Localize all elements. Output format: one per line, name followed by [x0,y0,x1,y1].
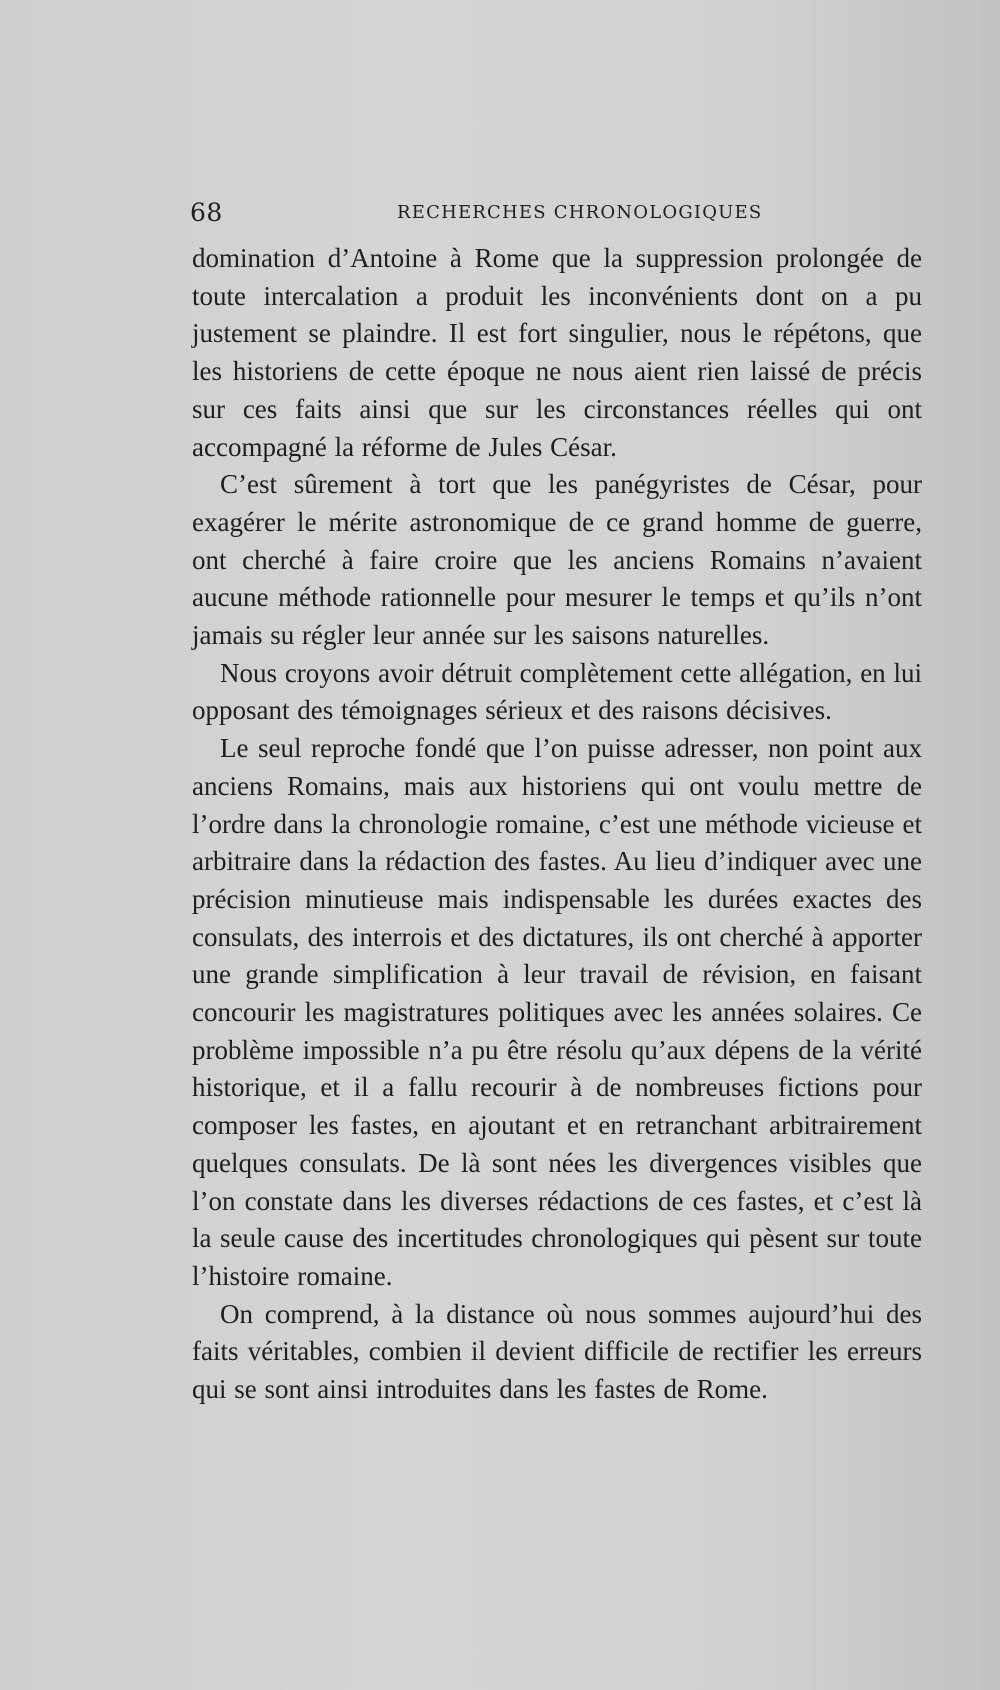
running-title: RECHERCHES CHRONOLOGIQUES [397,202,763,223]
paragraph: Le seul reproche fondé que l’on puisse adresser, non point aux anciens Romains, mais aux historiens qui ont voulu mettre de l’ordre dans la chronologie romaine, c’est une méthode vicieuse et arbitraire dans la rédaction des fastes. Au lieu d’indiquer avec une précision minutieuse mais indispensable les durées exactes des consulats, des interrois et des dictatures, ils ont cherché à apporter une grande simplification à leur travail de révision, en faisant concourir les magistratures politiques avec les années solaires. Ce problème impossible n’a pu être résolu qu’aux dépens de la vérité historique, et il a fallu recourir à de nombreuses fictions pour composer les fastes, en ajoutant et en retranchant arbitrairement quelques consulats. De là sont nées les divergences visibles que l’on constate dans les diverses rédactions de ces fastes, et c’est là la seule cause des incertitudes chronologiques qui pèsent sur toute l’histoire romaine. [192,733,922,1291]
paragraph-continuation: domination d’Antoine à Rome que la suppression prolongée de toute intercalation a produit les inconvénients dont on a pu justement se plaindre. Il est fort singulier, nous le répétons, que les historiens de cette époque ne nous aient rien laissé de précis sur ces faits ainsi que sur les circonstances réelles qui ont accompagné la réforme de Jules César. [192,243,922,462]
paragraph: On comprend, à la distance où nous sommes aujourd’hui des faits véritables, combien il devient difficile de rectifier les erreurs qui se sont ainsi introduites dans les fastes de Rome. [192,1298,922,1405]
running-head [190,198,916,238]
paragraph: Nous croyons avoir détruit complètement cette allégation, en lui opposant des témoignages sérieux et des raisons décisives. [192,657,922,726]
body-text [192,240,922,1409]
paragraph: C’est sûrement à tort que les panégyristes de César, pour exagérer le mérite astronomique de ce grand homme de guerre, ont cherché à faire croire que les anciens Romains n’avaient aucune méthode rationnelle pour mesurer le temps et qu’ils n’ont jamais su régler leur année sur les saisons naturelles. [192,469,922,651]
page-number: 68 [190,198,223,227]
